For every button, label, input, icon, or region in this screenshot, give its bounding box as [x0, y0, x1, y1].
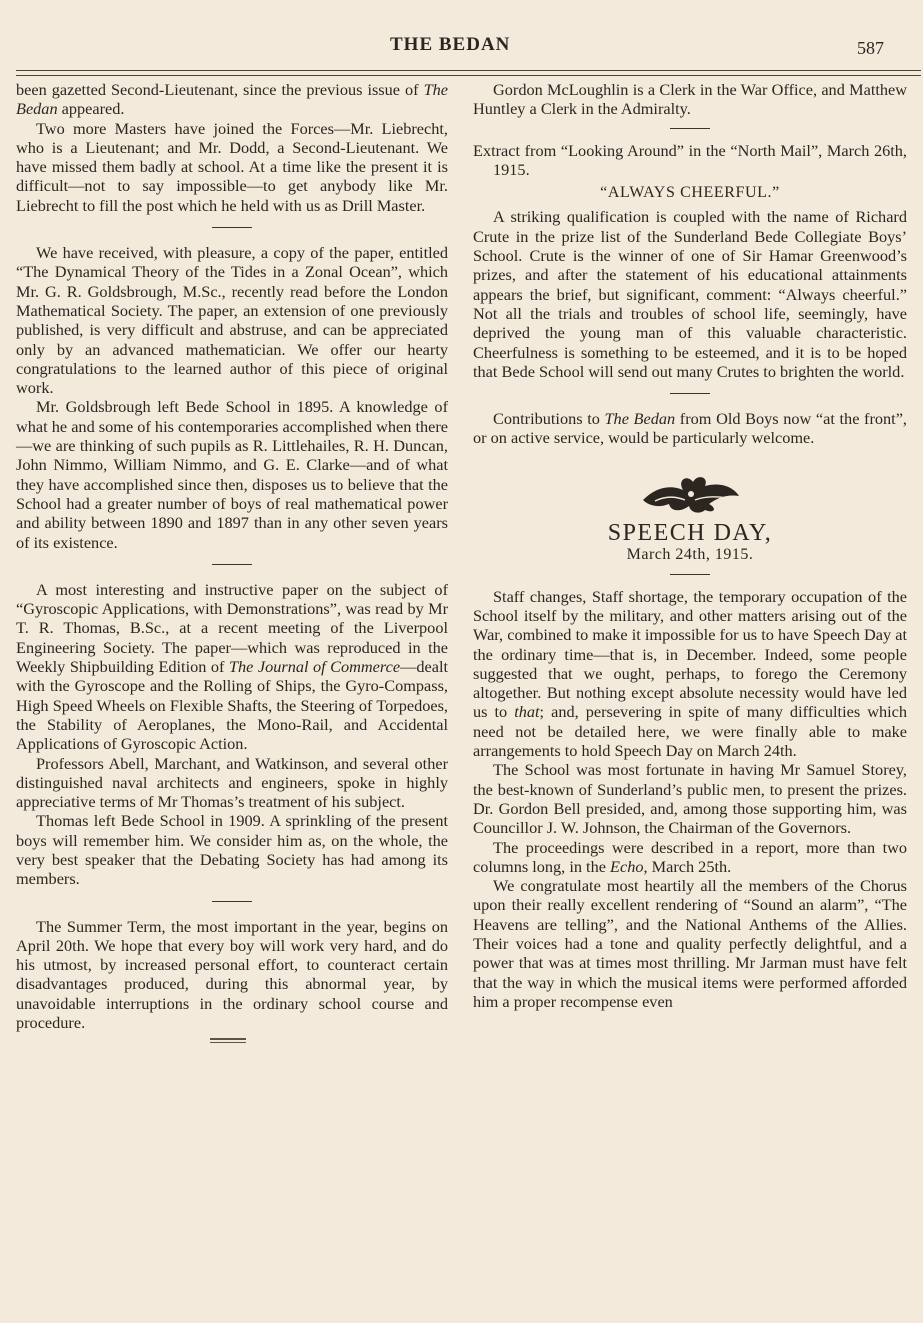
- left-column: [16, 80, 448, 1043]
- page-number: 587: [857, 38, 884, 58]
- section-divider: [670, 574, 710, 575]
- extract-intro: Extract from “Looking Around” in the “North Mail”, March 26th, 1915.: [473, 140, 907, 179]
- paragraph: Contributions to The Bedan from Old Boys now “at the front”, or on active service, would be particularly welcome.: [473, 409, 907, 448]
- paragraph: The School was most fortunate in having Mr Samuel Storey, the best-known of Sunderland’s public men, to present the prizes. Dr. Gordon Bell presided, and, among those supporting him, was Councillor J. W. Johnson, the Chairman of the Governors.: [473, 760, 907, 838]
- paragraph: Mr. Goldsbrough left Bede School in 1895. A knowledge of what he and some of his contemporaries accomplished when there—we are thinking of such pupils as R. Littlehailes, R. H. Duncan, John Nimmo, William Nimmo, and G. E. Clarke—and of what they have accomplished since then, disposes us to believe that the School had a greater number of boys of real mathematical power and ability between 1890 and 1897 than in any other seven years of its existence.: [16, 397, 448, 552]
- paragraph: The proceedings were described in a report, more than two columns long, in the Echo, March 25th.: [473, 837, 907, 876]
- paragraph: Professors Abell, Marchant, and Watkinson, and several other distinguished naval architects and engineers, spoke in highly appreciative terms of Mr Thomas’s treatment of his subject.: [16, 753, 448, 812]
- floral-ornament-icon: [473, 470, 907, 520]
- extract-heading: “ALWAYS CHEERFUL.”: [600, 184, 780, 202]
- section-divider: [670, 128, 710, 129]
- section-divider: [670, 393, 710, 394]
- paragraph: A striking qualification is coupled with the name of Richard Crute in the prize list of the Sunderland Bede Collegiate Boys’ School. Crute is the winner of one of Sir Hamar Greenwood’s prizes, and after the statement of his educational attainments appears the brief, but significant, comment: “Always cheerful.” Not all the trials and troubles of school life, seemingly, have deprived the young man of this valuable characteristic. Cheerfulness is something to be esteemed, and it is to be hoped that Bede School will send out many Crutes to brighten the world.: [473, 207, 907, 381]
- paragraph: A most interesting and instructive paper on the subject of “Gyroscopic Applications, with Demonstrations”, was read by Mr T. R. Thomas, B.Sc., at a recent meeting of the Liverpool Engineering Society. The paper—which was reproduced in the Weekly Shipbuilding Edition of The Journal of Commerce—dealt with the Gyroscope and the Rolling of Ships, the Gyro-Compass, High Speed Wheels on Flexible Shafts, the Steering of Torpedoes, the Stability of Aeroplanes, the Mono-Rail, and Accidental Applications of Gyroscopic Action.: [16, 579, 449, 754]
- section-date: March 24th, 1915.: [626, 546, 754, 564]
- paragraph: We congratulate most heartily all the members of the Chorus upon their really excellent rendering of “Sound an alarm”, “The Heavens are telling”, and the National Anthems of the Allies. Their voices had a tone and quality perfectly delightful, and a power that was at times most thrilling. Mr Jarman must have felt that the way in which the musical items were performed afforded him a proper recompense even: [473, 876, 907, 1011]
- right-column: [473, 80, 907, 1011]
- section-divider: [212, 564, 252, 565]
- paragraph: been gazetted Second-Lieutenant, since the previous issue of The Bedan appeared.: [16, 80, 448, 119]
- section-divider: [212, 227, 252, 228]
- paragraph: Two more Masters have joined the Forces—Mr. Liebrecht, who is a Lieutenant; and Mr. Dodd, a Second-Lieutenant. We have missed them badly at school. At a time like the present it is difficult—not to say impossible—to get anybody like Mr. Liebrecht to fill the post which he held with us as Drill Master.: [16, 118, 448, 215]
- header-rule: [16, 70, 921, 76]
- page-header: [0, 30, 923, 60]
- paragraph: The Summer Term, the most important in the year, begins on April 20th. We hope that every boy will work very hard, and do his utmost, by increased personal effort, to counteract certain disadvantages produced, during this abnormal year, by unavoidable interruptions in the ordinary school course and procedure.: [16, 916, 448, 1033]
- paragraph: Gordon McLoughlin is a Clerk in the War Office, and Matthew Huntley a Clerk in the Admiralty.: [473, 80, 907, 119]
- paragraph: Staff changes, Staff shortage, the temporary occupation of the School itself by the military, and other matters arising out of the War, combined to make it impossible for us to have Speech Day at the ordinary time—that is, in December. Indeed, some people suggested that we ought, perhaps, to forego the Ceremony altogether. But nothing except absolute necessity would have led us to that; and, persevering in spite of many difficulties which need not be detailed here, we were finally able to make arrangements to hold Speech Day on March 24th.: [473, 586, 907, 761]
- end-mark: [210, 1038, 246, 1043]
- section-divider: [212, 901, 252, 902]
- paragraph: Thomas left Bede School in 1909. A sprinkling of the present boys will remember him. We consider him as, on the whole, the very best speaker that the Debating Society has had among its members.: [16, 811, 448, 889]
- section-title: SPEECH DAY,: [607, 520, 773, 547]
- paragraph: We have received, with pleasure, a copy of the paper, entitled “The Dynamical Theory of the Tides in a Zonal Ocean”, which Mr. G. R. Goldsbrough, M.Sc., recently read before the London Mathematical Society. The paper, an extension of one previously published, is very difficult and abstruse, and can be appreciated only by an advanced mathematician. We offer our hearty congratulations to the learned author of this piece of original work.: [16, 243, 448, 398]
- running-title: THE BEDAN: [390, 34, 511, 55]
